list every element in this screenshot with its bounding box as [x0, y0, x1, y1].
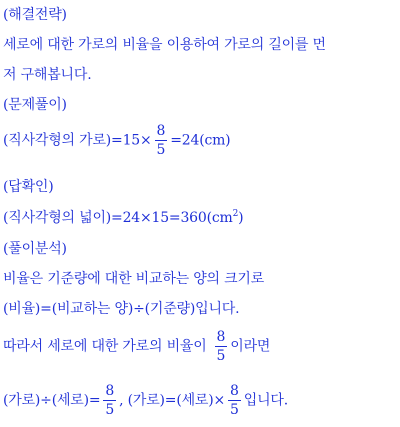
- answer-equation: [3, 207, 243, 227]
- strategy-text-line-2: 저 구해봅니다.: [3, 67, 92, 83]
- analysis-text-line-1: 비율은 기준량에 대한 비교하는 양의 크기로: [3, 271, 265, 287]
- analysis-line4-fraction-1: [103, 384, 116, 417]
- fraction-numerator: 8: [230, 383, 239, 399]
- analysis-line3-after: 이라면: [230, 338, 271, 355]
- solution-result: =24(cm): [170, 132, 231, 149]
- fraction-numerator: 8: [105, 383, 115, 399]
- analysis-line3-before: 따라서 세로에 대한 가로의 비율이: [3, 338, 207, 355]
- analysis-line3-fraction: [215, 330, 228, 363]
- strategy-heading: (해결전략): [3, 7, 67, 23]
- solution-fraction: [155, 124, 168, 157]
- fraction-denominator: 5: [156, 142, 166, 158]
- solution-equals: =: [111, 132, 123, 149]
- answer-heading: (답확인): [3, 179, 54, 195]
- fraction-denominator: 5: [105, 402, 115, 418]
- analysis-line4-part3: 입니다.: [243, 392, 288, 409]
- solution-times: ×: [140, 132, 152, 149]
- solution-factor: 15: [122, 132, 140, 149]
- answer-lhs: (직사각형의 넓이): [3, 210, 112, 226]
- analysis-line4-part1: (가로)÷(세로)=: [3, 392, 101, 409]
- analysis-text-line-2: (비율)=(비교하는 양)÷(기준량)입니다.: [3, 301, 240, 317]
- solution-heading: (문제풀이): [3, 97, 67, 113]
- fraction-denominator: 5: [230, 402, 239, 418]
- analysis-text-line-3: [3, 330, 270, 363]
- solution-equation: [3, 124, 230, 157]
- fraction-numerator: 8: [156, 123, 166, 139]
- strategy-text-line-1: 세로에 대한 가로의 비율을 이용하여 가로의 길이를 먼: [3, 37, 326, 53]
- answer-exponent: 2: [232, 209, 239, 219]
- analysis-text-line-4: [3, 384, 288, 417]
- analysis-line4-fraction-2: [228, 384, 241, 417]
- fraction-denominator: 5: [216, 348, 226, 364]
- analysis-line4-part2: , (가로)=(세로)×: [119, 392, 226, 409]
- answer-expression: =24×15=360(cm: [111, 210, 233, 226]
- solution-lhs: (직사각형의 가로): [3, 132, 112, 149]
- answer-close: ): [238, 210, 244, 226]
- analysis-heading: (풀이분석): [3, 241, 67, 257]
- fraction-numerator: 8: [216, 329, 226, 345]
